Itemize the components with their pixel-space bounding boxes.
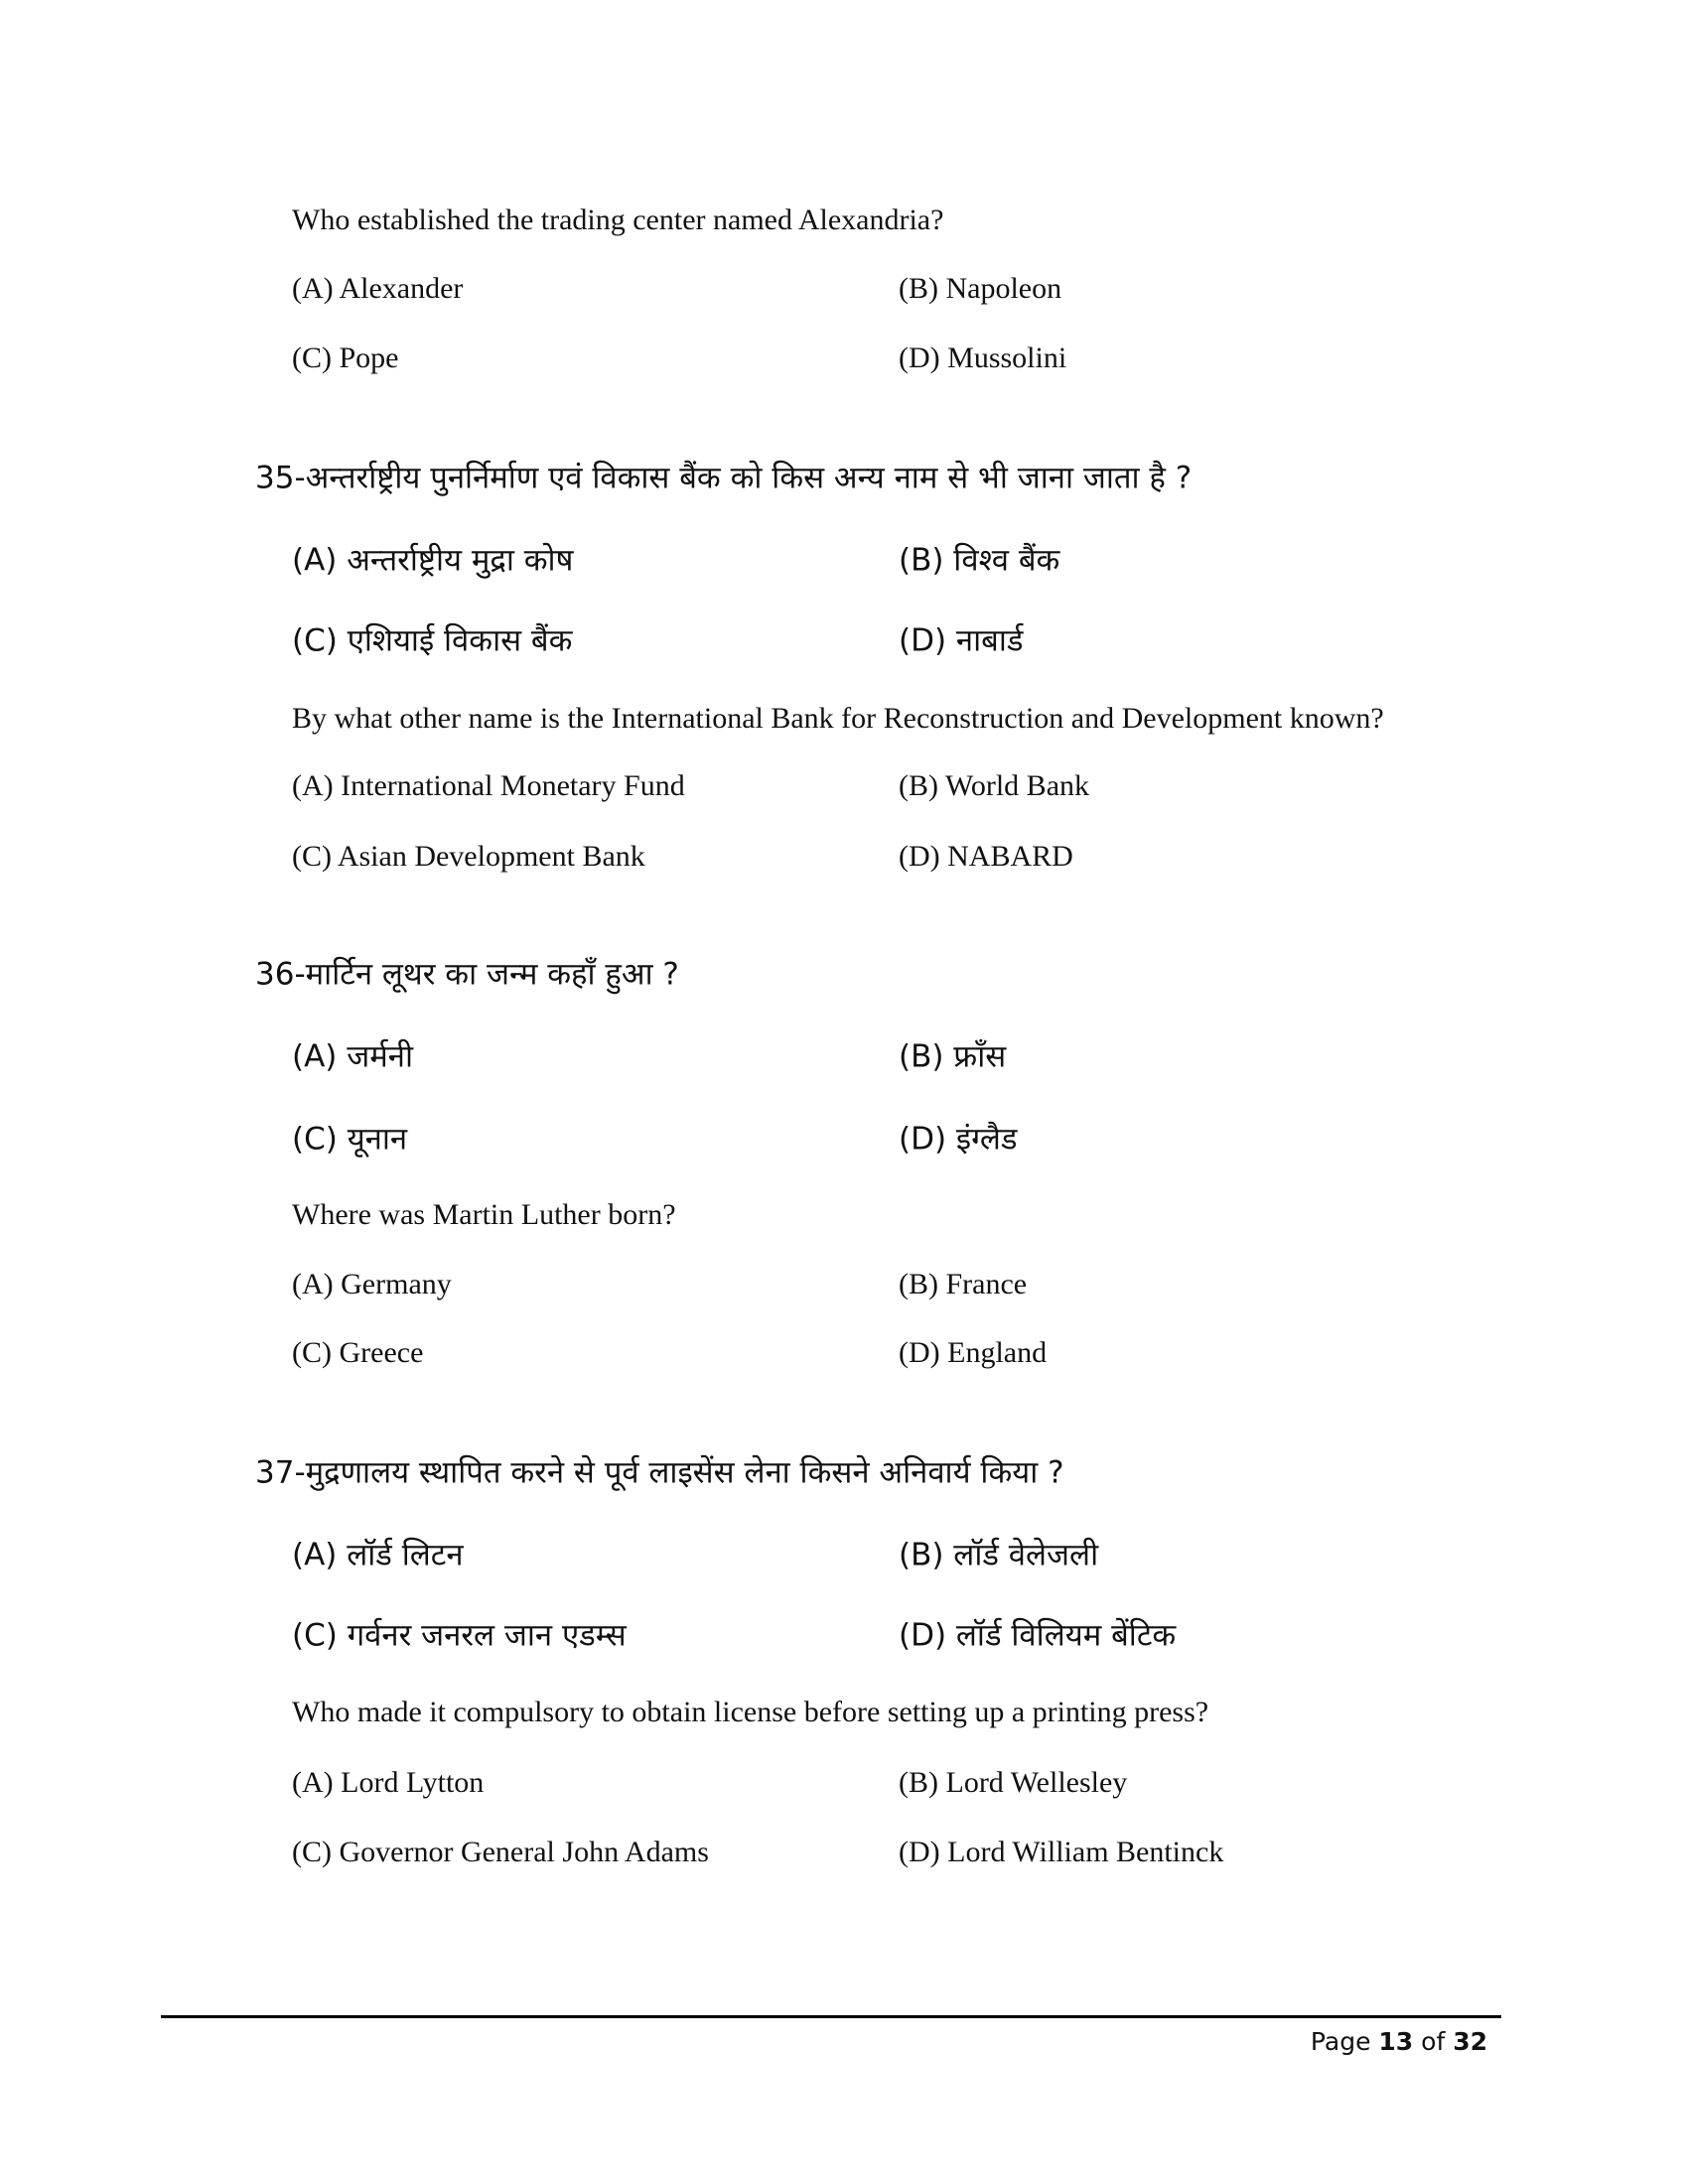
option-d: (D) Lord William Bentinck bbox=[899, 1836, 1224, 1868]
option-b-hindi: (B) लॉर्ड वेलेजली bbox=[899, 1537, 1099, 1573]
page-number bbox=[1311, 2027, 1487, 2056]
option-a: (A) Germany bbox=[292, 1268, 452, 1300]
option-b-hindi: (B) फ्राँस bbox=[899, 1038, 1007, 1075]
option-c: (C) Pope bbox=[292, 341, 399, 374]
option-a: (A) International Monetary Fund bbox=[292, 769, 685, 802]
option-b: (B) France bbox=[899, 1268, 1028, 1300]
option-c-hindi: (C) एशियाई विकास बैंक bbox=[292, 622, 573, 659]
question-text-english: By what other name is the International Bank for Reconstruction and Development known? bbox=[292, 702, 1384, 735]
option-b: (B) World Bank bbox=[899, 769, 1090, 802]
option-b: (B) Lord Wellesley bbox=[899, 1766, 1128, 1799]
option-a-hindi: (A) लॉर्ड लिटन bbox=[292, 1537, 464, 1573]
option-c-hindi: (C) यूनान bbox=[292, 1121, 408, 1158]
option-d: (D) England bbox=[899, 1336, 1048, 1369]
option-c: (C) Governor General John Adams bbox=[292, 1836, 709, 1868]
option-b-hindi: (B) विश्व बैंक bbox=[899, 542, 1060, 579]
question-text-english: Who made it compulsory to obtain license before setting up a printing press? bbox=[292, 1696, 1209, 1728]
total-pages: 32 bbox=[1453, 2027, 1487, 2056]
option-a-hindi: (A) अन्तर्राष्ट्रीय मुद्रा कोष bbox=[292, 542, 574, 579]
question-text: Who established the trading center named Alexandria? bbox=[292, 204, 944, 236]
option-c-hindi: (C) गर्वनर जनरल जान एडम्स bbox=[292, 1617, 627, 1654]
page-prefix: Page bbox=[1310, 2027, 1379, 2056]
option-d-hindi: (D) इंग्लैड bbox=[899, 1121, 1018, 1158]
question-text-hindi: 35-अन्तर्राष्ट्रीय पुनर्निर्माण एवं विकास बैंक को किस अन्य नाम से भी जाना जाता है ? bbox=[255, 460, 1193, 496]
question-text-hindi: 37-मुद्रणालय स्थापित करने से पूर्व लाइसेंस लेना किसने अनिवार्य किया ? bbox=[255, 1454, 1064, 1491]
option-b: (B) Napoleon bbox=[899, 272, 1062, 305]
option-a: (A) Lord Lytton bbox=[292, 1766, 485, 1799]
footer-divider bbox=[161, 2015, 1501, 2018]
option-c: (C) Asian Development Bank bbox=[292, 840, 645, 873]
page-of: of bbox=[1413, 2027, 1454, 2056]
option-d: (D) NABARD bbox=[899, 840, 1073, 873]
option-a: (A) Alexander bbox=[292, 272, 464, 305]
question-text-english: Where was Martin Luther born? bbox=[292, 1198, 676, 1231]
option-a-hindi: (A) जर्मनी bbox=[292, 1038, 414, 1075]
option-d-hindi: (D) लॉर्ड विलियम बेंटिक bbox=[899, 1617, 1177, 1654]
current-page: 13 bbox=[1378, 2027, 1414, 2056]
option-c: (C) Greece bbox=[292, 1336, 424, 1369]
question-text-hindi: 36-मार्टिन लूथर का जन्म कहाँ हुआ ? bbox=[255, 956, 679, 993]
option-d-hindi: (D) नाबार्ड bbox=[899, 622, 1024, 659]
option-d: (D) Mussolini bbox=[899, 341, 1067, 374]
